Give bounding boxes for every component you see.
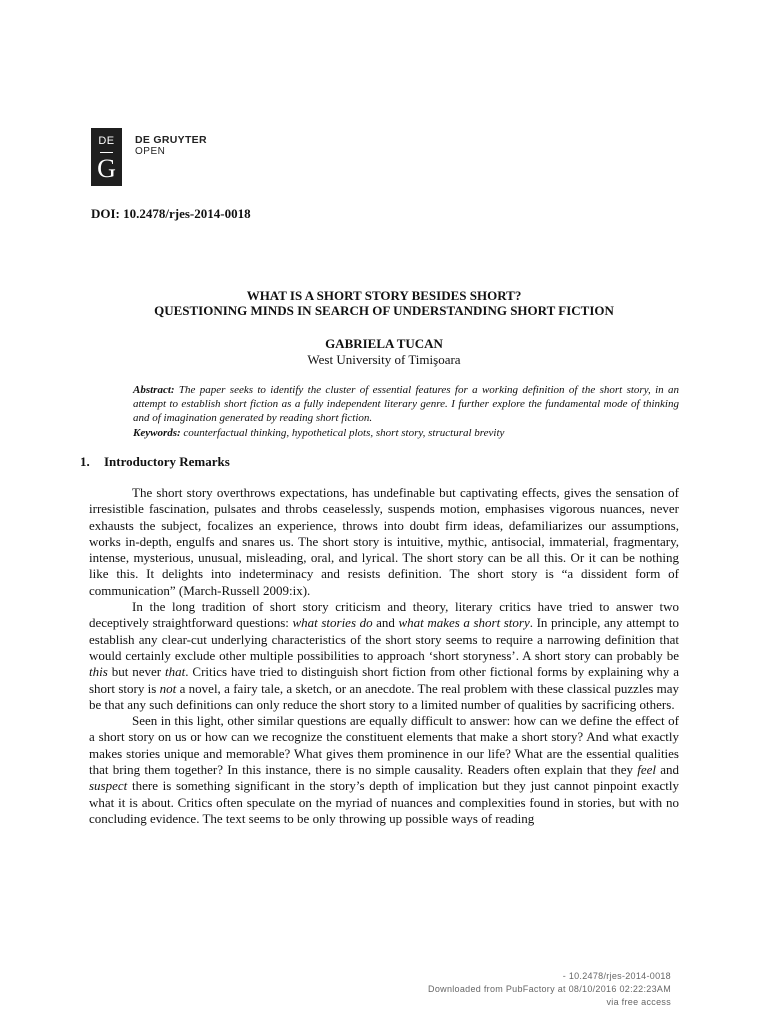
- keywords-label: Keywords:: [133, 427, 181, 439]
- section-number: 1.: [80, 454, 90, 469]
- paper-title-line-1: WHAT IS A SHORT STORY BESIDES SHORT?: [246, 288, 522, 303]
- paragraph: The short story overthrows expectations, has undefinable but captivating effects, gives the sensation of irresistible fascination, pulsates and throbs ceaselessly, suspends motion, emphasises vigorous nuances, never exhausts the subject, focalizes an experience, throws into doubt firm ideas, defamiliarizes our assumptions, works in-depth, engulfs and snares us. The short story is intuitive, mythic, antisocial, immaterial, fragmentary, intense, mysterious, unusual, misleading, oral, and lyrical. The short story can be all this. Or it can be nothing like this. It delights into indeterminacy and resists definition. The short story is “a dissident form of communication” (March-Russell 2009:ix).: [89, 485, 679, 598]
- paper-title-line-2: QUESTIONING MINDS IN SEARCH OF UNDERSTANDING SHORT FICTION: [154, 303, 614, 318]
- emphasis: what stories do: [292, 615, 373, 631]
- section-title: Introductory Remarks: [104, 454, 230, 469]
- paragraph: In the long tradition of short story criticism and theory, literary critics have tried to answer two deceptively straightforward questions: what stories do and what makes a short story. In principle, any attempt to establish any clear-cut underlying characteristics of the short story seems to require a narrowing definition that would certainly exclude other multiple possibilities to approach ‘short storyness’. A short story can probably be this but never that. Critics have tried to distinguish short fiction from other fictional forms by explaining why a short story is not a novel, a fairy tale, a sketch, or an anecdote. The real problem with these classical puzzles may be that any such definitions can only reduce the short story to a limited number of qualities by sacrificing others.: [89, 599, 680, 712]
- publisher-name: [135, 134, 207, 158]
- footer-access: via free access: [606, 997, 671, 1007]
- emphasis: suspect: [89, 778, 128, 794]
- emphasis: what makes a short story: [398, 615, 530, 631]
- logo-divider: [100, 152, 113, 153]
- publisher-title: DE GRUYTER: [135, 134, 207, 146]
- emphasis: that: [165, 664, 186, 680]
- paragraph: Seen in this light, other similar questions are equally difficult to answer: how can we define the effect of a short story on us or how can we recognize the constituent elements that make a short story? And what exactly makes stories unique and memorable? What gives them prominence in our life? What are the essential qualities that bring them together? In this instance, there is no simple causality. Readers often explain that they feel and suspect there is something significant in the story’s depth of implication but they just cannot pinpoint exactly what it is about. Critics often speculate on the myriad of nuances and complexities found in stories, but with no concluding evidence. The text seems to be only throwing up possible ways of reading: [89, 713, 679, 826]
- emphasis: not: [159, 680, 177, 696]
- footer-download-info: Downloaded from PubFactory at 08/10/2016 02:22:23AM: [428, 984, 671, 994]
- author-affiliation: West University of Timişoara: [307, 352, 461, 367]
- emphasis: feel: [637, 762, 656, 778]
- doi: DOI: 10.2478/rjes-2014-0018: [91, 206, 251, 221]
- abstract: [133, 383, 679, 425]
- emphasis: this: [89, 664, 108, 680]
- abstract-label: Abstract:: [133, 384, 175, 396]
- keywords: [133, 426, 679, 440]
- logo-g-text: G: [97, 154, 116, 183]
- footer-doi: - 10.2478/rjes-2014-0018: [562, 971, 671, 981]
- publisher-subtitle: OPEN: [135, 146, 166, 157]
- keywords-text: counterfactual thinking, hypothetical plots, short story, structural brevity: [183, 427, 505, 439]
- section-heading: [80, 454, 230, 470]
- publisher-logo: [91, 128, 122, 186]
- abstract-text: The paper seeks to identify the cluster of essential features for a working definition of the short story, in an attempt to establish short fiction as a fully independent literary genre. I further explore the fundamental mode of thinking and of imagination generated by reading short fiction.: [133, 384, 679, 424]
- download-footer: [428, 970, 671, 1009]
- author-name: GABRIELA TUCAN: [325, 336, 443, 351]
- logo-de-text: DE: [98, 135, 115, 147]
- body-text: [89, 485, 679, 827]
